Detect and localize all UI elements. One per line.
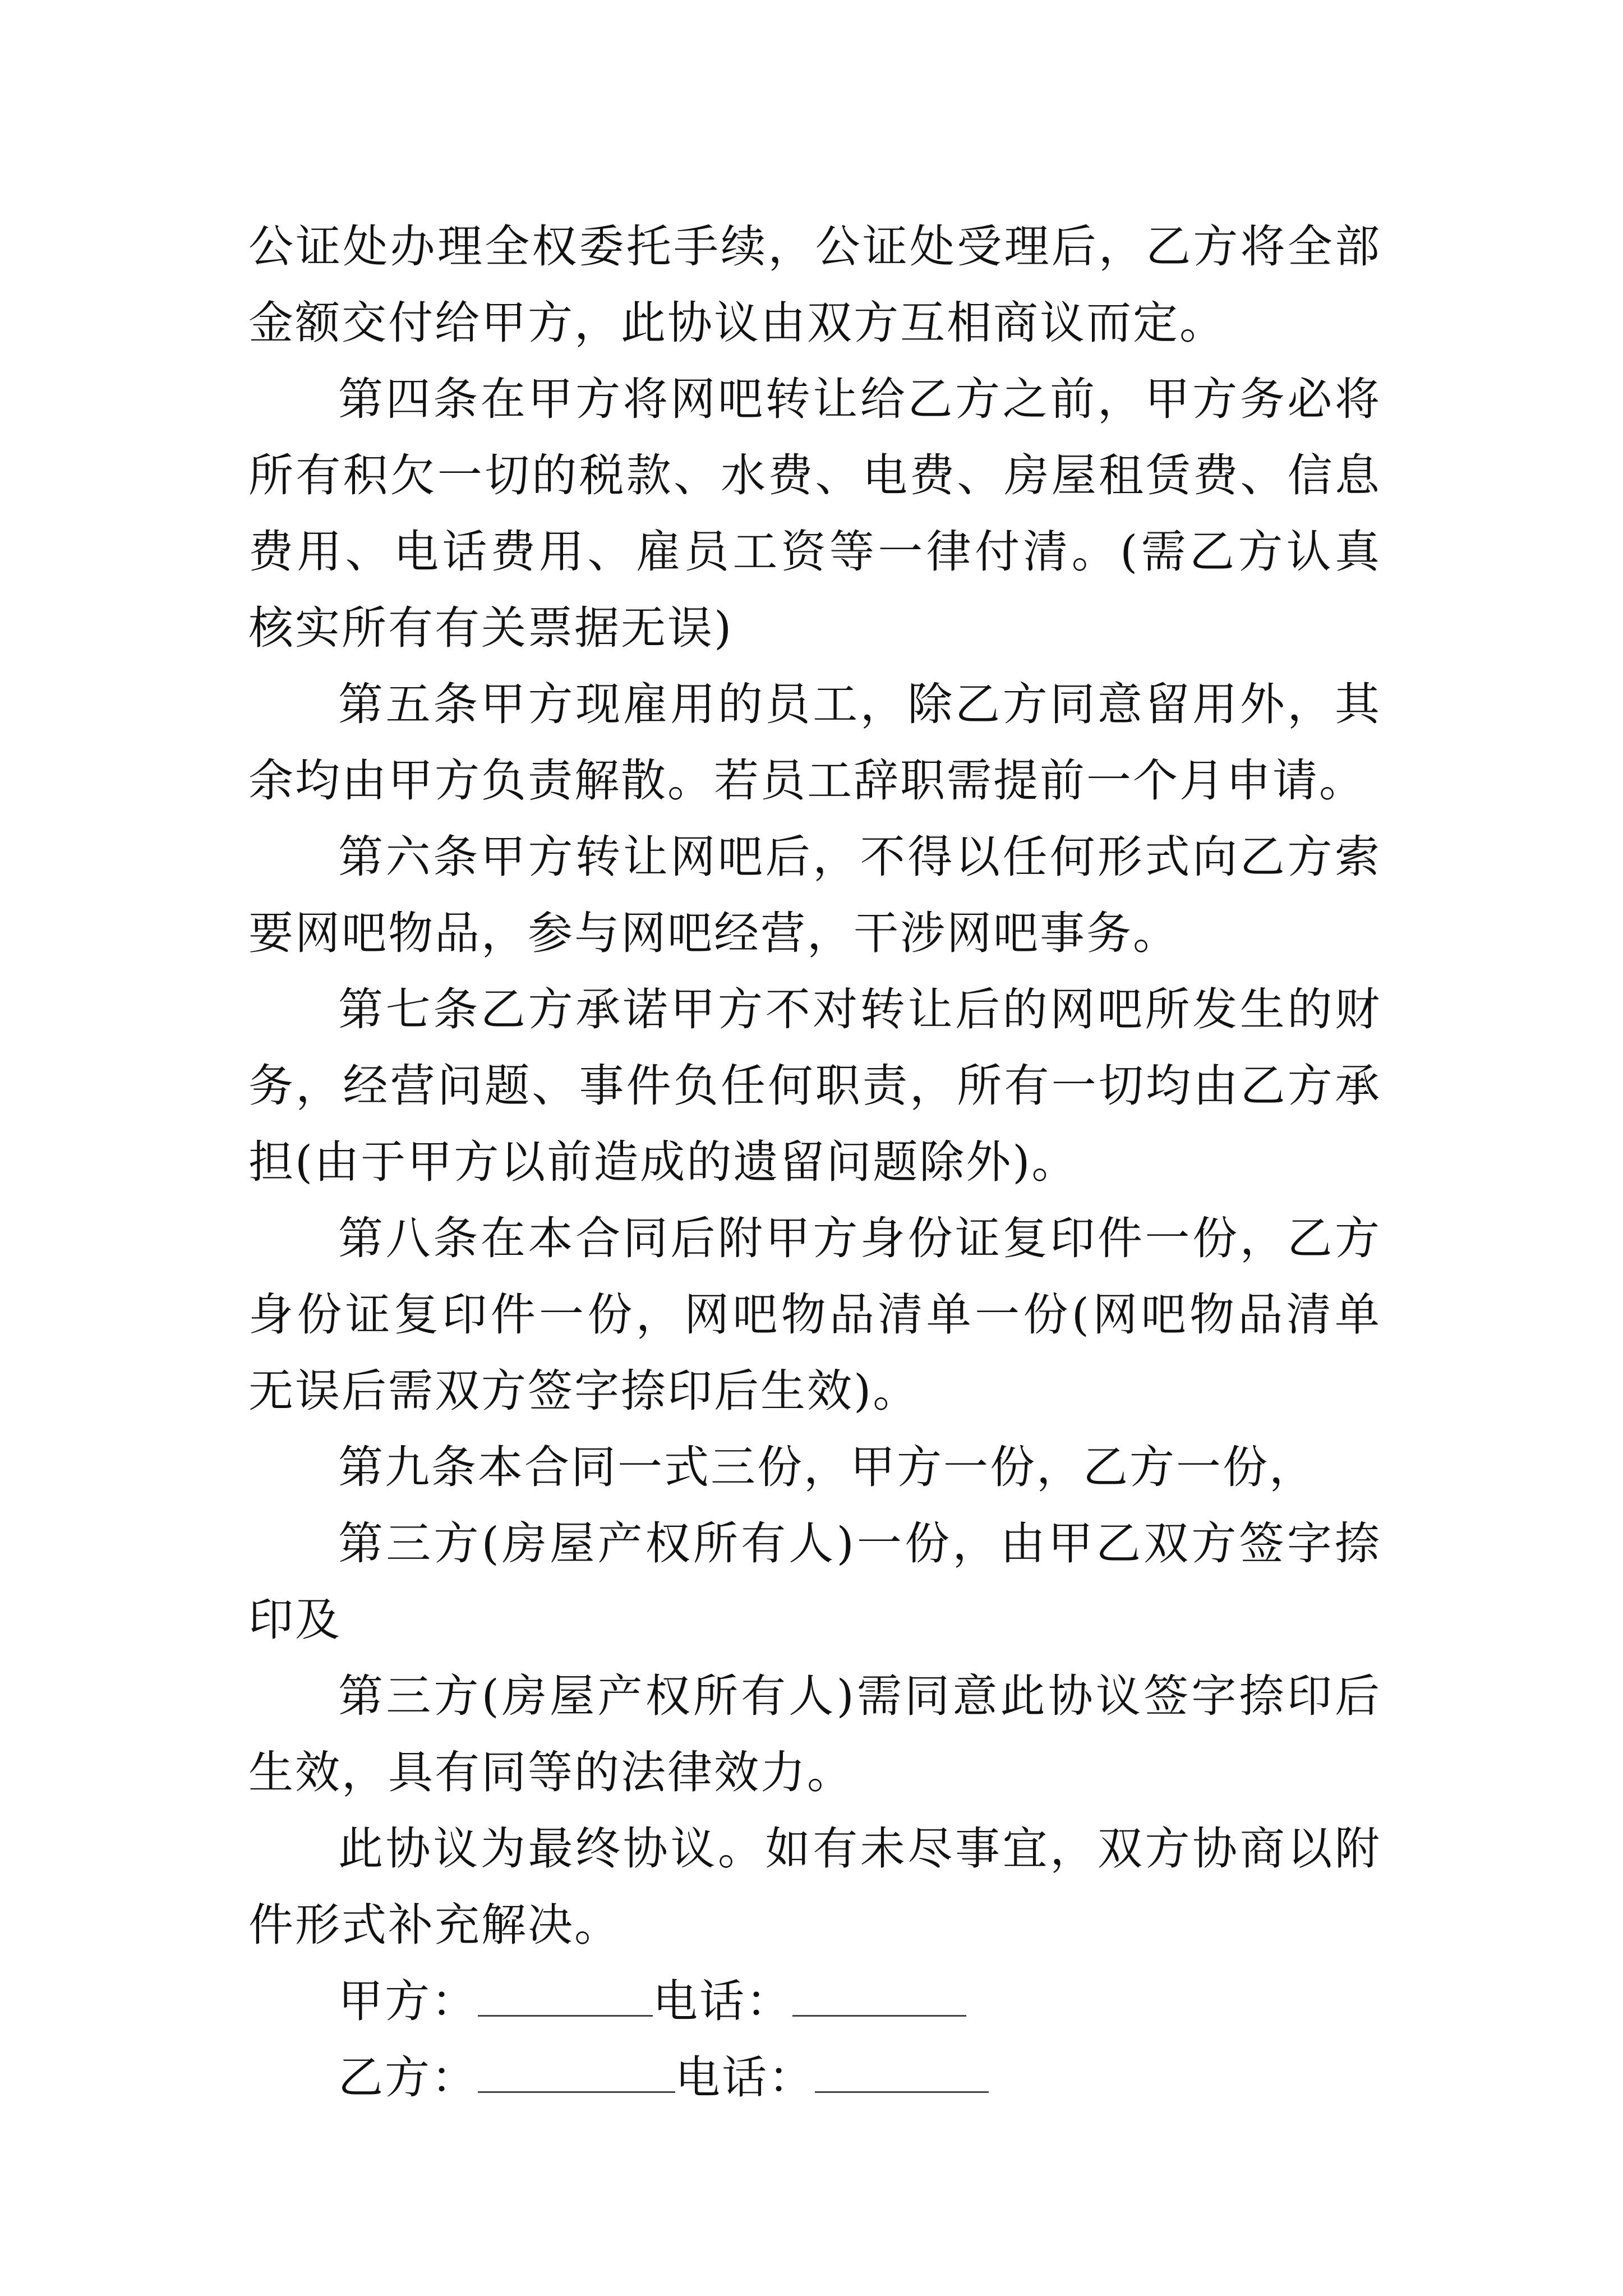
party-b-signature-line — [248, 2040, 1381, 2116]
party-a-phone-blank — [792, 1979, 966, 2017]
paragraph-third-party-copy: 第三方(房屋产权所有人)一份，由甲乙双方签字捺印及 — [248, 1517, 1381, 1646]
document-body — [248, 209, 1381, 2116]
paragraph-article-7: 第七条乙方承诺甲方不对转让后的网吧所发生的财务，经营问题、事件负任何职责，所有一切均由乙方承担(由于甲方以前造成的遗留问题除外)。 — [248, 983, 1381, 1188]
party-b-name-blank — [478, 2055, 675, 2093]
paragraph-article-6: 第六条甲方转让网吧后，不得以任何形式向乙方索要网吧物品，参与网吧经营，干涉网吧事务。 — [248, 831, 1381, 959]
party-a-phone-label: 电话： — [653, 1975, 792, 2027]
party-b-label: 乙方： — [338, 2051, 478, 2104]
paragraph-article-9: 第九条本合同一式三份，甲方一份，乙方一份， — [338, 1441, 1316, 1493]
paragraph-third-party-consent: 第三方(房屋产权所有人)需同意此协议签字捺印后生效，具有同等的法律效力。 — [248, 1670, 1381, 1798]
paragraph-notary: 公证处办理全权委托手续，公证处受理后，乙方将全部金额交付给甲方，此协议由双方互相商议而定。 — [248, 220, 1381, 349]
party-a-label: 甲方： — [338, 1975, 478, 2027]
paragraph-article-4: 第四条在甲方将网吧转让给乙方之前，甲方务必将所有积欠一切的税款、水费、电费、房屋租赁费、信息费用、电话费用、雇员工资等一律付清。(需乙方认真核实所有有关票据无误) — [248, 373, 1381, 654]
party-b-phone-blank — [815, 2055, 989, 2093]
party-a-signature-line — [248, 1963, 1381, 2040]
party-a-name-blank — [478, 1979, 653, 2017]
paragraph-article-8: 第八条在本合同后附甲方身份证复印件一份，乙方身份证复印件一份，网吧物品清单一份(网吧物品清单无误后需双方签字捺印后生效)。 — [248, 1212, 1381, 1417]
paragraph-article-5: 第五条甲方现雇用的员工，除乙方同意留用外，其余均由甲方负责解散。若员工辞职需提前一个月申请。 — [248, 678, 1381, 807]
paragraph-final-agreement: 此协议为最终协议。如有未尽事宜，双方协商以附件形式补充解决。 — [248, 1823, 1381, 1951]
party-b-phone-label: 电话： — [675, 2051, 815, 2104]
